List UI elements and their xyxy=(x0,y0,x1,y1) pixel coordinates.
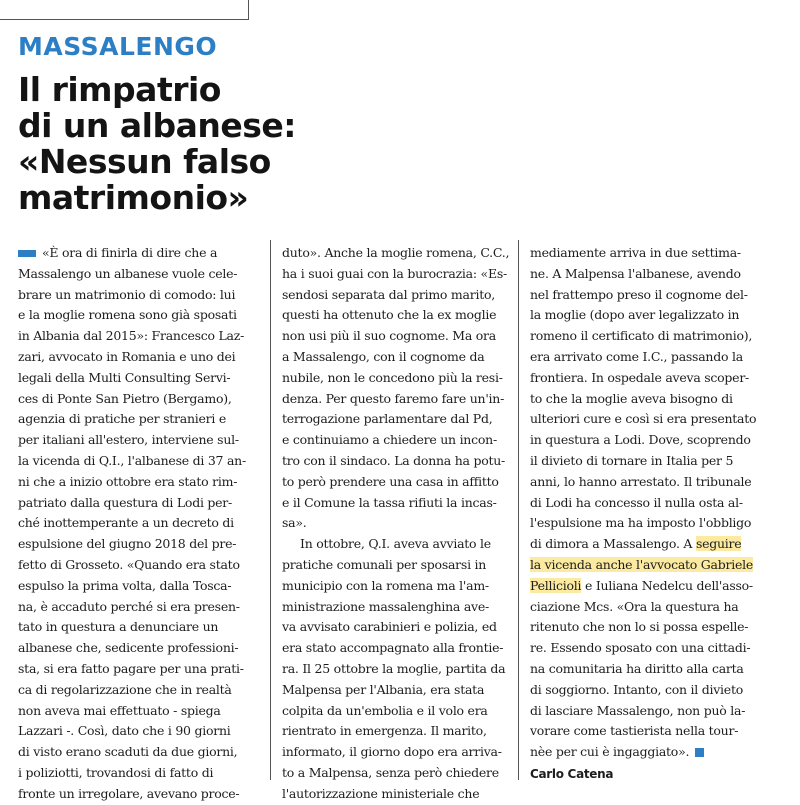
text-line: tato in questura a denunciare un xyxy=(18,619,219,635)
text-line: romeno il certificato di matrimonio), xyxy=(530,328,753,344)
article-end-marker xyxy=(695,748,704,757)
text-line: na comunitaria ha diritto alla carta xyxy=(530,660,744,676)
text-line: to che la moglie aveva bisogno di xyxy=(530,390,733,406)
text-line: l'autorizzazione ministeriale che xyxy=(282,785,480,801)
text-line: di soggiorno. Intanto, con il divieto xyxy=(530,681,744,697)
text-line: non usi più il suo cognome. Ma ora xyxy=(282,328,496,344)
highlighted-text: seguire xyxy=(695,536,742,552)
text-line: denza. Per questo faremo fare un'in- xyxy=(282,390,505,406)
column-divider xyxy=(248,0,249,20)
text-line: terrogazione parlamentare dal Pd, xyxy=(282,411,493,427)
text-line: Lazzari -. Così, dato che i 90 giorni xyxy=(18,723,231,739)
text-line: pratiche comunali per sposarsi in xyxy=(282,556,487,572)
text-line: ces di Ponte San Pietro (Bergamo), xyxy=(18,390,232,406)
text-line: in questura a Lodi. Dove, scoprendo xyxy=(530,432,751,448)
text-line: ulteriori cure e così si era presentato xyxy=(530,411,757,427)
text-line: zari, avvocato in Romania e uno dei xyxy=(18,348,236,364)
text-line: e il Comune la tassa rifiuti la incas- xyxy=(282,494,497,510)
text-line: questi ha ottenuto che la ex moglie xyxy=(282,307,497,323)
text-line: l'espulsione ma ha imposto l'obbligo xyxy=(530,515,752,531)
text-line: agenzia di pratiche per stranieri e xyxy=(18,411,227,427)
text-line: ca di regolarizzazione che in realtà xyxy=(18,681,232,697)
text-line: non aveva mai effettuato - spiega xyxy=(18,702,221,718)
text-line: a Massalengo, con il cognome da xyxy=(282,348,485,364)
text-line: ché inottemperante a un decreto di xyxy=(18,515,234,531)
text-line: fetto di Grosseto. «Quando era stato xyxy=(18,556,240,572)
text-line: to a Malpensa, senza però chiedere xyxy=(282,764,499,780)
text-line-with-marker: «È ora di finirla di dire che a xyxy=(18,243,258,264)
headline-line: matrimonio» xyxy=(18,178,249,217)
text-line: nel frattempo preso il cognome del- xyxy=(530,286,748,302)
text-line: vorare come tastierista nella tour- xyxy=(530,723,739,739)
text-line: ra. Il 25 ottobre la moglie, partita da xyxy=(282,660,506,676)
text-line: di lasciare Massalengo, non può la- xyxy=(530,702,746,718)
text-line: ciazione Mcs. «Ora la questura ha xyxy=(530,598,739,614)
text-line: la vicenda di Q.I., l'albanese di 37 an- xyxy=(18,452,246,468)
text-line-final: nèe per cui è ingaggiato». xyxy=(530,742,770,763)
text-line: per italiani all'estero, interviene sul- xyxy=(18,432,239,448)
text-line: fronte un irregolare, avevano proce- xyxy=(18,785,240,801)
text-line: colpita da un'embolia e il volo era xyxy=(282,702,488,718)
text-line: ni che a inizio ottobre era stato rim- xyxy=(18,473,238,489)
text-line: il divieto di tornare in Italia per 5 xyxy=(530,452,734,468)
text-line: rientrato in emergenza. Il marito, xyxy=(282,723,487,739)
text-line: i poliziotti, trovandosi di fatto di xyxy=(18,764,214,780)
text-line: legali della Multi Consulting Servi- xyxy=(18,369,231,385)
text-line: ritenuto che non lo si possa espelle- xyxy=(530,619,749,635)
text-line-highlight-start: di dimora a Massalengo. A seguire xyxy=(530,536,742,552)
text-line: patriato dalla questura di Lodi per- xyxy=(18,494,233,510)
text-line: duto». Anche la moglie romena, C.C., xyxy=(282,245,510,260)
top-rule xyxy=(0,19,248,20)
text-line: di visto erano scaduti da due giorni, xyxy=(18,744,238,760)
text-line: tro con il sindaco. La donna ha potu- xyxy=(282,452,506,468)
text-line: sta, si era fatto pagare per una prati- xyxy=(18,660,244,676)
column-divider xyxy=(518,240,519,780)
text-line: e la moglie romena sono già sposati xyxy=(18,307,237,323)
text-line: era arrivato come I.C., passando la xyxy=(530,348,743,364)
headline-line: «Nessun falso xyxy=(18,142,271,181)
text-line: sendosi separata dal primo marito, xyxy=(282,286,495,302)
text-line: era stato accompagnato alla frontie- xyxy=(282,640,504,656)
highlighted-text: Pellicioli xyxy=(530,577,582,593)
byline: Carlo Catena xyxy=(530,766,614,781)
article-start-marker xyxy=(18,250,36,257)
headline xyxy=(18,72,296,216)
text-line: Massalengo un albanese vuole cele- xyxy=(18,265,238,281)
text-line: sa». xyxy=(282,515,307,531)
text-line: ministrazione massalenghina ave- xyxy=(282,598,489,614)
text-line: ne. A Malpensa l'albanese, avendo xyxy=(530,265,741,281)
text-line: to però prendere una casa in affitto xyxy=(282,473,499,489)
text-line: Malpensa per l'Albania, era stata xyxy=(282,681,485,697)
headline-line: di un albanese: xyxy=(18,106,296,145)
text-line: frontiera. In ospedale aveva scoper- xyxy=(530,369,750,385)
text-line: municipio con la romena ma l'am- xyxy=(282,577,489,593)
column-divider xyxy=(270,240,271,780)
text-line: la moglie (dopo aver legalizzato in xyxy=(530,307,740,323)
text-line: na, è accaduto perché si era presen- xyxy=(18,598,240,614)
text-line: re. Essendo sposato con una cittadi- xyxy=(530,640,751,656)
section-kicker: MASSALENGO xyxy=(18,32,218,61)
article-column-3 xyxy=(530,243,770,785)
text-line: albanese che, sedicente professioni- xyxy=(18,640,239,656)
text-line: di Lodi ha concesso il nulla osta al- xyxy=(530,494,743,510)
text-line: anni, lo hanno arrestato. Il tribunale xyxy=(530,473,752,489)
article-column-1 xyxy=(18,243,258,805)
text-line: espulso la prima volta, dalla Tosca- xyxy=(18,577,232,593)
article-column-2 xyxy=(282,243,514,805)
highlighted-text: la vicenda anche l'avvocato Gabriele xyxy=(530,556,754,572)
text-line: ha i suoi guai con la burocrazia: «Es- xyxy=(282,265,507,281)
text-line: in Albania dal 2015»: Francesco Laz- xyxy=(18,328,245,344)
text-line: mediamente arriva in due settima- xyxy=(530,245,741,260)
text-line-highlighted xyxy=(530,555,770,576)
text-line: nubile, non le concedono più la resi- xyxy=(282,369,503,385)
text-line: brare un matrimonio di comodo: lui xyxy=(18,286,236,302)
text-line: espulsione del giugno 2018 del pre- xyxy=(18,536,237,552)
text-line: va avvisato carabinieri e polizia, ed xyxy=(282,619,497,635)
text-line: informato, il giorno dopo era arriva- xyxy=(282,744,502,760)
text-line: e continuiamo a chiedere un incon- xyxy=(282,432,497,448)
text-line-indented: In ottobre, Q.I. aveva avviato le xyxy=(300,536,491,552)
headline-line: Il rimpatrio xyxy=(18,70,221,109)
text-line-highlight-end: Pellicioli e Iuliana Nedelcu dell'asso- xyxy=(530,577,753,593)
